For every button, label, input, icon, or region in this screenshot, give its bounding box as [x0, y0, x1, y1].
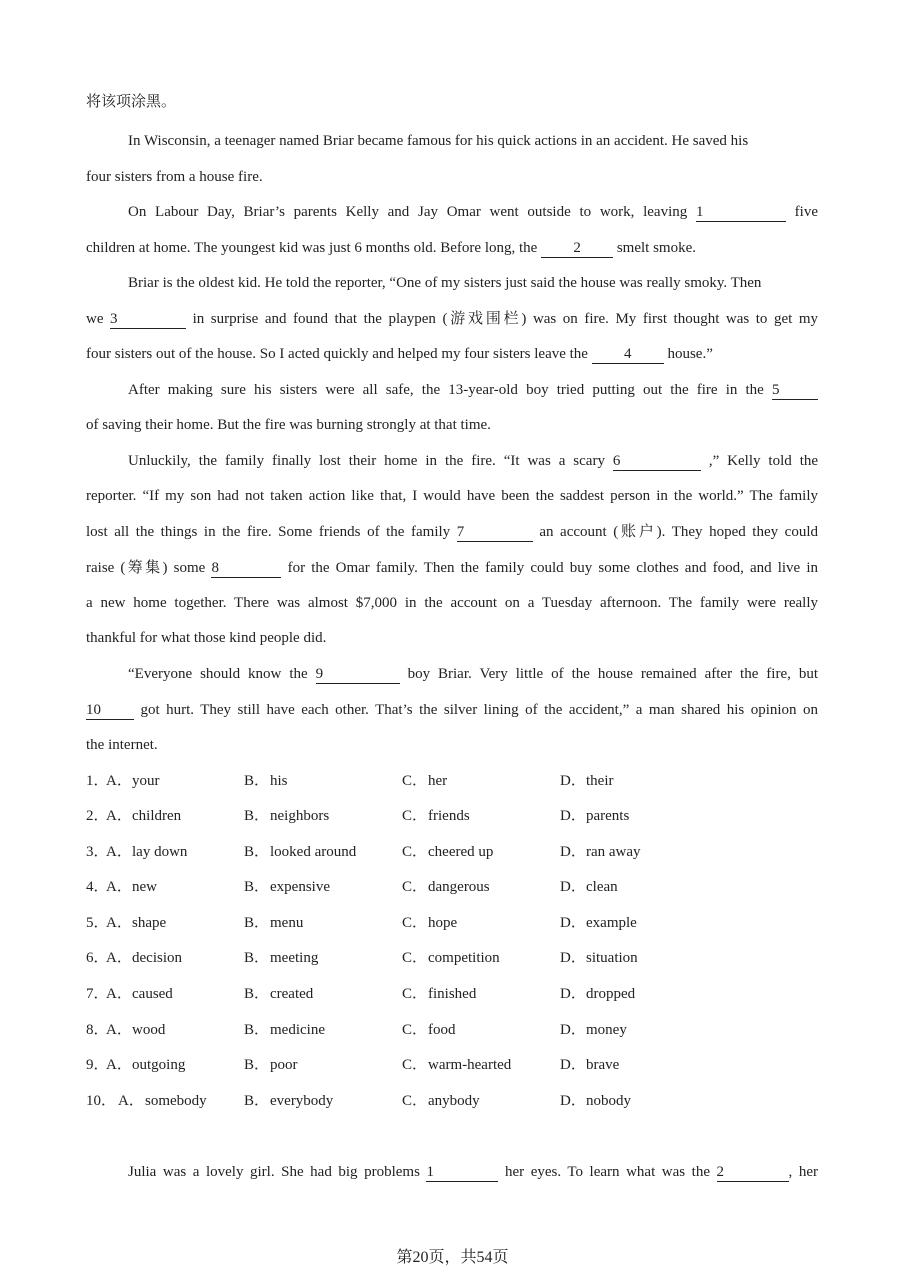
passage1-p6-line3: the internet.	[86, 737, 158, 753]
letter: C．	[402, 950, 428, 966]
passage1-p3-line1: Briar is the oldest kid. He told the reporter, “One of my sisters just said the house was really smoky. Then	[128, 275, 762, 291]
text: boy Briar. Very little of the house remained after the fire, but	[407, 666, 818, 682]
letter: C．	[402, 915, 428, 931]
text: lost all the things in the fire. Some friends of the family	[86, 524, 451, 540]
question-number: 9．	[86, 1057, 109, 1073]
passage1-p2-line1	[128, 202, 818, 222]
question-row	[86, 1055, 818, 1075]
blank-9: 9	[316, 666, 400, 684]
text: “Everyone should know the	[128, 666, 308, 682]
text: her	[428, 773, 448, 789]
question-row	[86, 842, 818, 862]
option-a	[106, 842, 187, 862]
text: parents	[586, 808, 630, 824]
text: ran away	[586, 844, 641, 860]
passage1-p5-line4	[86, 558, 818, 578]
question-row	[86, 1020, 818, 1040]
question-number: 7．	[86, 986, 109, 1002]
option-a	[106, 806, 181, 826]
option-c	[402, 1055, 511, 1075]
text: house.”	[667, 346, 713, 362]
question-number: 1．	[86, 773, 109, 789]
letter: C．	[402, 808, 428, 824]
letter: D．	[560, 1022, 586, 1038]
question-row	[86, 948, 818, 968]
text: an account (账户). They hoped they could	[539, 524, 818, 540]
text: cheered up	[428, 844, 494, 860]
letter: B．	[244, 773, 270, 789]
text: raise (筹集) some	[86, 560, 206, 576]
option-b	[244, 771, 288, 791]
text: looked around	[270, 844, 357, 860]
option-d	[560, 771, 614, 791]
option-a	[106, 984, 173, 1004]
option-c	[402, 877, 490, 897]
text: his	[270, 773, 288, 789]
text: example	[586, 915, 637, 931]
passage1-p3-line2	[86, 309, 818, 329]
text: neighbors	[270, 808, 330, 824]
passage1-p4-line2: of saving their home. But the fire was burning strongly at that time.	[86, 417, 491, 433]
text: their	[586, 773, 614, 789]
page-number-footer: 第20页，共54页	[396, 1249, 509, 1266]
option-c	[402, 1020, 456, 1040]
letter: B．	[244, 1057, 270, 1073]
passage1-p4-line1	[128, 380, 818, 400]
text: created	[270, 986, 314, 1002]
question-number: 10．	[86, 1093, 117, 1109]
passage1-p6-line2	[86, 700, 818, 720]
letter: A．	[106, 1022, 132, 1038]
letter: D．	[560, 1093, 586, 1109]
option-d	[560, 1055, 619, 1075]
letter: D．	[560, 1057, 586, 1073]
blank-1: 1	[696, 204, 786, 222]
text: in surprise and found that the playpen (游戏围栏) was on fire. My first thought was to get my	[192, 311, 819, 327]
option-b	[244, 1020, 325, 1040]
letter: D．	[560, 808, 586, 824]
blank-4: 4	[592, 346, 664, 364]
question-row	[86, 984, 818, 1004]
passage1-p5-line1	[128, 451, 818, 471]
text: Julia was a lovely girl. She had big problems	[128, 1164, 420, 1180]
question-row	[86, 771, 818, 791]
option-d	[560, 842, 641, 862]
letter: C．	[402, 986, 428, 1002]
letter: D．	[560, 986, 586, 1002]
blank-5: 5	[772, 382, 818, 400]
option-c	[402, 842, 493, 862]
text: everybody	[270, 1093, 334, 1109]
text: clean	[586, 879, 618, 895]
text: five	[794, 204, 818, 220]
text: On Labour Day, Briar’s parents Kelly and Jay Omar went outside to work, leaving	[128, 204, 688, 220]
text: ,” Kelly told the	[708, 453, 819, 469]
question-number: 6．	[86, 950, 109, 966]
letter: C．	[402, 844, 428, 860]
text: decision	[132, 950, 182, 966]
letter: B．	[244, 844, 270, 860]
blank-2: 2	[541, 240, 613, 258]
letter: B．	[244, 879, 270, 895]
text: meeting	[270, 950, 319, 966]
header-fragment: 将该项涂黑。	[86, 94, 177, 110]
option-d	[560, 913, 637, 933]
question-number: 2．	[86, 808, 109, 824]
option-d	[560, 1091, 631, 1111]
letter: C．	[402, 1057, 428, 1073]
question-number: 8．	[86, 1022, 109, 1038]
option-d	[560, 877, 618, 897]
text: somebody	[145, 1093, 207, 1109]
text: Unluckily, the family finally lost their home in the fire. “It was a scary	[128, 453, 605, 469]
option-c	[402, 1091, 480, 1111]
text: expensive	[270, 879, 330, 895]
text: menu	[270, 915, 304, 931]
text: outgoing	[132, 1057, 186, 1073]
passage2-line1	[128, 1162, 818, 1182]
text: new	[132, 879, 157, 895]
text: dangerous	[428, 879, 490, 895]
option-b	[244, 842, 356, 862]
text: her eyes. To learn what was the	[505, 1164, 710, 1180]
letter: A．	[106, 950, 132, 966]
question-row	[86, 1091, 818, 1111]
letter: C．	[402, 1022, 428, 1038]
option-a	[106, 877, 157, 897]
blank-2: 2	[717, 1164, 789, 1182]
passage1-p5-line6: thankful for what those kind people did.	[86, 630, 327, 646]
letter: A．	[106, 986, 132, 1002]
text: food	[428, 1022, 456, 1038]
text: money	[586, 1022, 627, 1038]
option-c	[402, 771, 447, 791]
blank-7: 7	[457, 524, 533, 542]
text: anybody	[428, 1093, 480, 1109]
option-d	[560, 984, 635, 1004]
option-b	[244, 877, 330, 897]
blank-1: 1	[426, 1164, 498, 1182]
letter: A．	[106, 915, 132, 931]
letter: A．	[106, 1057, 132, 1073]
text: , her	[788, 1164, 818, 1180]
letter: D．	[560, 879, 586, 895]
letter: A．	[106, 808, 132, 824]
passage1-p1-line2: four sisters from a house fire.	[86, 169, 263, 185]
option-a	[118, 1091, 207, 1111]
text: brave	[586, 1057, 620, 1073]
option-a	[106, 1020, 165, 1040]
question-row	[86, 913, 818, 933]
text: wood	[132, 1022, 166, 1038]
blank-3: 3	[110, 311, 186, 329]
text: After making sure his sisters were all safe, the 13-year-old boy tried putting out the fire in the	[128, 382, 764, 398]
letter: A．	[118, 1093, 144, 1109]
text: children	[132, 808, 182, 824]
option-c	[402, 984, 476, 1004]
option-a	[106, 1055, 185, 1075]
passage1-p3-line3	[86, 344, 818, 364]
letter: B．	[244, 950, 270, 966]
option-b	[244, 1055, 298, 1075]
text: got hurt. They still have each other. That’s the silver lining of the accident,” a man shared his opinion on	[140, 702, 818, 718]
text: your	[132, 773, 160, 789]
text: poor	[270, 1057, 298, 1073]
text: children at home. The youngest kid was just 6 months old. Before long, the	[86, 240, 538, 256]
blank-8: 8	[211, 560, 281, 578]
blank-6: 6	[613, 453, 701, 471]
option-a	[106, 771, 160, 791]
text: for the Omar family. Then the family could buy some clothes and food, and live in	[287, 560, 819, 576]
passage1-p6-line1	[128, 664, 818, 684]
text: we	[86, 311, 104, 327]
text: medicine	[270, 1022, 325, 1038]
letter: D．	[560, 950, 586, 966]
passage1-p2-line2	[86, 238, 818, 258]
text: caused	[132, 986, 173, 1002]
passage1-p5-line2: reporter. “If my son had not taken action like that, I would have been the saddest person in the world.” The family	[86, 488, 818, 504]
blank-10: 10	[86, 702, 134, 720]
letter: B．	[244, 986, 270, 1002]
option-d	[560, 1020, 627, 1040]
letter: B．	[244, 808, 270, 824]
letter: C．	[402, 773, 428, 789]
letter: C．	[402, 1093, 428, 1109]
option-c	[402, 948, 500, 968]
text: hope	[428, 915, 458, 931]
option-b	[244, 806, 329, 826]
passage1-p1-line1: In Wisconsin, a teenager named Briar became famous for his quick actions in an accident. He saved his	[128, 133, 749, 149]
text: finished	[428, 986, 477, 1002]
text: warm-hearted	[428, 1057, 512, 1073]
option-a	[106, 913, 166, 933]
option-c	[402, 913, 457, 933]
text: smelt smoke.	[616, 240, 696, 256]
option-b	[244, 913, 303, 933]
letter: B．	[244, 915, 270, 931]
letter: A．	[106, 844, 132, 860]
question-row	[86, 806, 818, 826]
text: lay down	[132, 844, 188, 860]
text: four sisters out of the house. So I acted quickly and helped my four sisters leave the	[86, 346, 588, 362]
passage1-p5-line5: a new home together. There was almost $7,000 in the account on a Tuesday afternoon. The family were really	[86, 595, 818, 611]
letter: C．	[402, 879, 428, 895]
option-b	[244, 1091, 333, 1111]
letter: D．	[560, 773, 586, 789]
text: friends	[428, 808, 470, 824]
question-row	[86, 877, 818, 897]
question-number: 3．	[86, 844, 109, 860]
question-number: 4．	[86, 879, 109, 895]
letter: A．	[106, 773, 132, 789]
text: competition	[428, 950, 500, 966]
option-d	[560, 948, 638, 968]
text: dropped	[586, 986, 636, 1002]
option-b	[244, 984, 313, 1004]
passage1-p5-line3	[86, 522, 818, 542]
option-c	[402, 806, 470, 826]
letter: D．	[560, 844, 586, 860]
letter: A．	[106, 879, 132, 895]
letter: B．	[244, 1022, 270, 1038]
option-b	[244, 948, 318, 968]
text: situation	[586, 950, 638, 966]
text: nobody	[586, 1093, 631, 1109]
text: shape	[132, 915, 167, 931]
question-number: 5．	[86, 915, 109, 931]
letter: D．	[560, 915, 586, 931]
option-d	[560, 806, 629, 826]
option-a	[106, 948, 182, 968]
letter: B．	[244, 1093, 270, 1109]
